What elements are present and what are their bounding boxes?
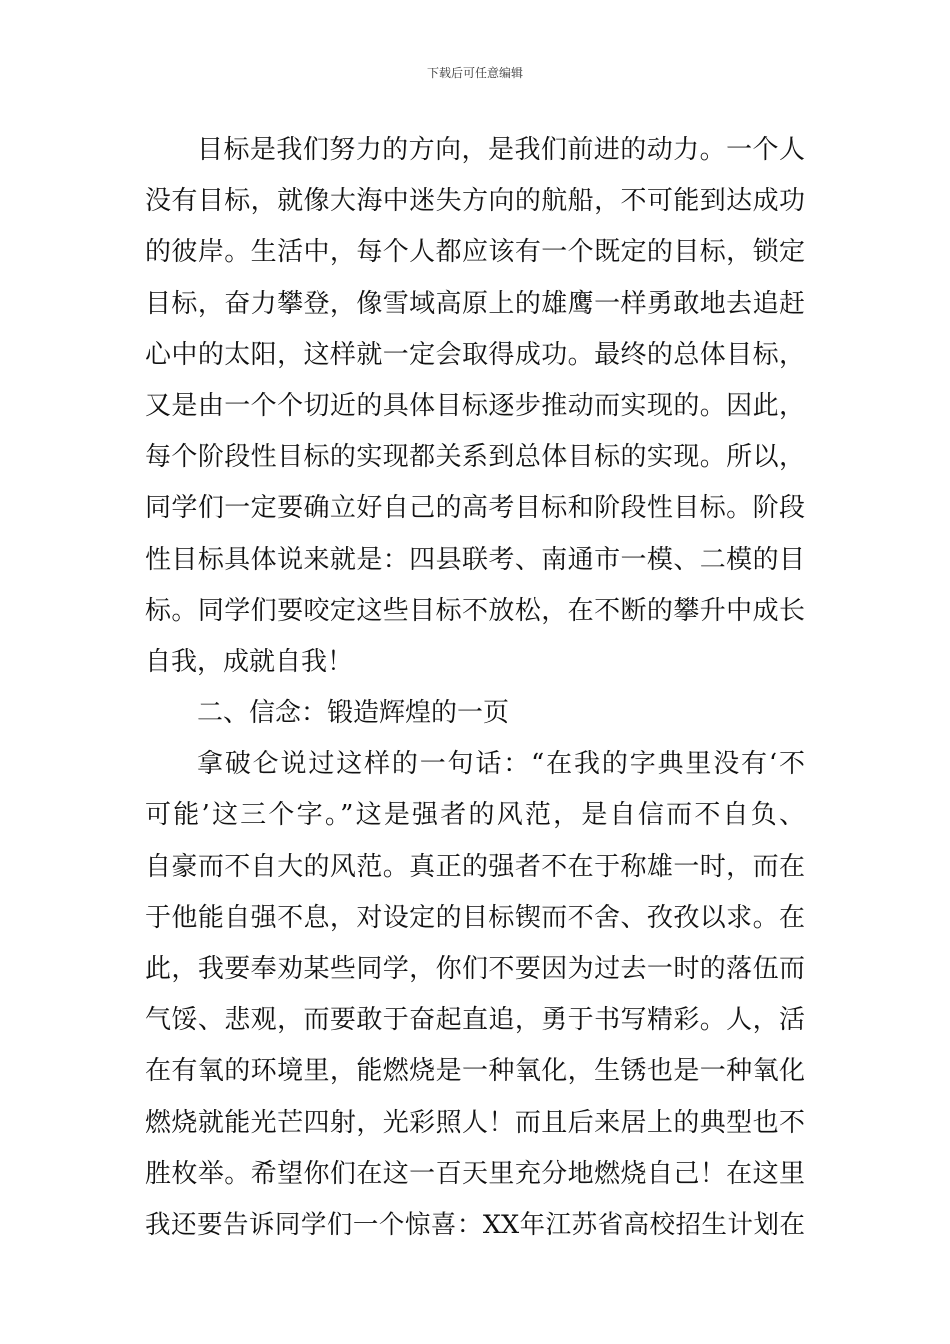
text-line: 气馁、悲观，而要敢于奋起直追，勇于书写精彩。人，活 — [145, 1005, 805, 1036]
text-line: 在有氧的环境里，能燃烧是一种氧化，生锈也是一种氧化 — [145, 1056, 805, 1087]
text-line: 没有目标，就像大海中迷失方向的航船，不可能到达成功 — [145, 186, 805, 217]
text-line: 我还要告诉同学们一个惊喜：XX年江苏省高校招生计划在 — [145, 1209, 805, 1240]
text-line: 又是由一个个切近的具体目标逐步推动而实现的。因此， — [145, 390, 805, 421]
text-line: 自我，成就自我！ — [145, 646, 354, 677]
text-line: 胜枚举。希望你们在这一百天里充分地燃烧自己！在这里 — [145, 1158, 805, 1189]
text-line: 同学们一定要确立好自己的高考目标和阶段性目标。阶段 — [145, 493, 805, 524]
text-line: 每个阶段性目标的实现都关系到总体目标的实现。所以， — [145, 442, 805, 473]
text-line: 的彼岸。生活中，每个人都应该有一个既定的目标，锁定 — [145, 237, 805, 268]
text-line: 目标，奋力攀登，像雪域高原上的雄鹰一样勇敢地去追赶 — [145, 288, 805, 319]
text-line: 燃烧就能光芒四射，光彩照人！而且后来居上的典型也不 — [145, 1107, 805, 1138]
page-header: 下载后可任意编辑 — [426, 66, 523, 80]
text-line: 自豪而不自大的风范。真正的强者不在于称雄一时，而在 — [145, 851, 805, 882]
text-line: 心中的太阳，这样就一定会取得成功。最终的总体目标， — [145, 339, 805, 370]
text-line: 性目标具体说来就是：四县联考、南通市一模、二模的目 — [145, 544, 805, 575]
text-line: 于他能自强不息，对设定的目标锲而不舍、孜孜以求。在 — [145, 902, 805, 933]
text-line: 标。同学们要咬定这些目标不放松，在不断的攀升中成长 — [145, 595, 805, 626]
text-line: 拿破仑说过这样的一句话：“在我的字典里没有‘不 — [197, 749, 805, 780]
text-line: 二、信念：锻造辉煌的一页 — [197, 698, 510, 729]
text-line: 此，我要奉劝某些同学，你们不要因为过去一时的落伍而 — [145, 954, 805, 984]
text-line: 目标是我们努力的方向，是我们前进的动力。一个人 — [197, 135, 805, 165]
document-body — [145, 125, 805, 1251]
text-line: 可能’这三个字。”这是强者的风范，是自信而不自负、 — [145, 800, 805, 831]
